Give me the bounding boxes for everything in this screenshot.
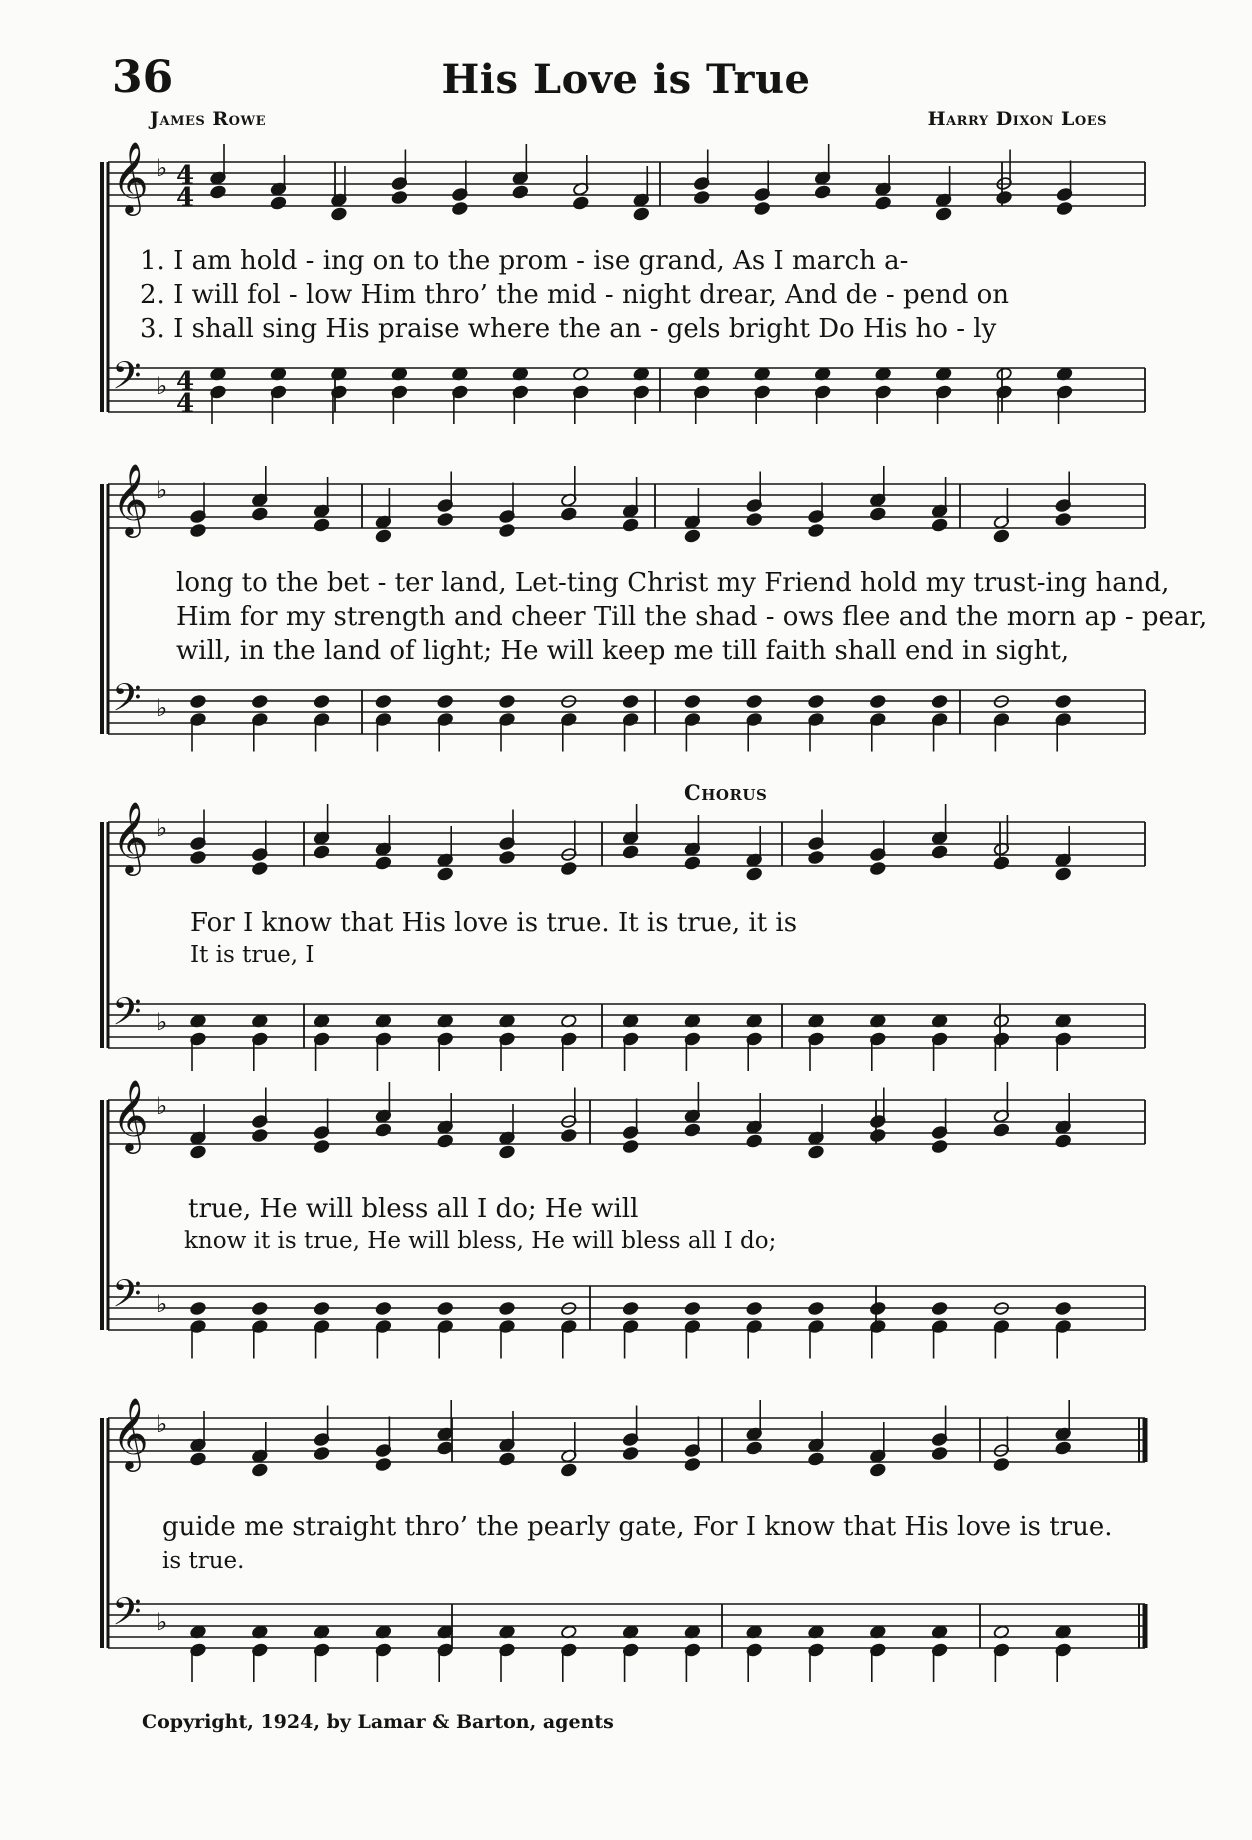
bass-clef-icon: 𝄢 [112, 675, 142, 729]
note-head [251, 861, 268, 876]
flat-icon: ♭ [156, 814, 168, 842]
note-head [499, 850, 516, 865]
note-head [499, 523, 516, 538]
note-head [560, 1128, 577, 1143]
note-head [993, 529, 1010, 544]
time-signature-bottom: 4 [176, 183, 195, 213]
note-head [190, 850, 207, 865]
note-head [684, 856, 701, 871]
note-head [437, 867, 454, 882]
note-head [251, 507, 268, 522]
note-head [375, 1123, 392, 1138]
note-head [313, 1139, 330, 1154]
note-head [313, 518, 330, 533]
flat-icon: ♭ [156, 1008, 168, 1036]
note-head [251, 1463, 268, 1478]
note-head [1055, 1134, 1072, 1149]
treble-clef-icon: 𝄞 [112, 1396, 149, 1469]
time-signature-top: 4 [176, 367, 195, 397]
note-head [452, 201, 469, 216]
note-head [1056, 201, 1073, 216]
bass-clef-icon: 𝄢 [112, 989, 142, 1043]
note-head [270, 196, 287, 211]
note-head [437, 694, 454, 709]
note-head [437, 1301, 454, 1316]
note-head [808, 523, 825, 538]
lyric-line: For I know that His love is true. It is true, it is [190, 908, 798, 938]
note-head [754, 201, 771, 216]
note-head [931, 694, 948, 709]
note-head [622, 1301, 639, 1316]
note-head [190, 1301, 207, 1316]
note-head [1055, 1301, 1072, 1316]
note-head [313, 1446, 330, 1461]
note-head [622, 845, 639, 860]
flat-icon: ♭ [156, 1290, 168, 1318]
note-head [993, 1457, 1010, 1472]
note-head [512, 185, 529, 200]
note-head [931, 1301, 948, 1316]
treble-clef-icon: 𝄞 [112, 1078, 149, 1151]
lyric-line: 1. I am hold - ing on to the prom - ise grand, As I march a- [140, 246, 909, 276]
bass-clef-icon: 𝄢 [112, 1271, 142, 1325]
note-head [746, 1301, 763, 1316]
note-head [935, 207, 952, 222]
note-head [808, 850, 825, 865]
note-head [375, 1457, 392, 1472]
bass-clef-icon: 𝄢 [112, 1589, 142, 1643]
note-head [931, 845, 948, 860]
note-head [1055, 867, 1072, 882]
time-signature-top: 4 [176, 161, 195, 191]
page-number: 36 [112, 52, 174, 103]
note-head [437, 512, 454, 527]
composer-credit: Harry Dixon Loes [927, 108, 1107, 130]
note-head [437, 1134, 454, 1149]
note-head [499, 1301, 516, 1316]
lyric-line: know it is true, He will bless, He will bless all I do; [184, 1228, 777, 1254]
note-head [869, 861, 886, 876]
note-head [684, 529, 701, 544]
note-head [499, 694, 516, 709]
note-head [622, 1139, 639, 1154]
flat-icon: ♭ [156, 154, 168, 182]
note-head [931, 518, 948, 533]
note-head [869, 1463, 886, 1478]
note-head [875, 196, 892, 211]
note-head [190, 694, 207, 709]
lyric-line: 2. I will fol - low Him thro’ the mid - night drear, And de - pend on [140, 280, 1010, 310]
hymn-title: His Love is True [441, 56, 811, 103]
note-head [869, 507, 886, 522]
note-head [746, 867, 763, 882]
lyricist-credit: James Rowe [150, 108, 267, 130]
note-head [693, 190, 710, 205]
note-head [437, 1441, 454, 1456]
note-head [375, 694, 392, 709]
note-head [622, 518, 639, 533]
note-head [808, 1452, 825, 1467]
treble-clef-icon: 𝄞 [112, 800, 149, 873]
note-head [746, 512, 763, 527]
note-head [746, 1134, 763, 1149]
copyright-notice: Copyright, 1924, by Lamar & Barton, agents [142, 1711, 614, 1733]
note-head [869, 694, 886, 709]
note-head [375, 1301, 392, 1316]
treble-clef-icon: 𝄞 [112, 462, 149, 535]
lyric-line: true, He will bless all I do; He will [188, 1194, 639, 1224]
note-head [808, 694, 825, 709]
note-head [499, 1452, 516, 1467]
lyric-line: Him for my strength and cheer Till the shad - ows flee and the morn ap - pear, [176, 602, 1208, 632]
flat-icon: ♭ [156, 694, 168, 722]
flat-icon: ♭ [156, 476, 168, 504]
note-head [190, 1145, 207, 1160]
note-head [251, 1128, 268, 1143]
note-head [190, 523, 207, 538]
note-head [869, 1301, 886, 1316]
note-head [1055, 512, 1072, 527]
note-head [391, 190, 408, 205]
note-head [684, 1301, 701, 1316]
lyric-line: is true. [162, 1548, 245, 1574]
note-head [746, 694, 763, 709]
note-head [1055, 694, 1072, 709]
bass-clef-icon: 𝄢 [112, 353, 142, 407]
note-head [814, 185, 831, 200]
note-head [572, 196, 589, 211]
note-head [996, 190, 1013, 205]
flat-icon: ♭ [156, 372, 168, 400]
note-head [684, 1123, 701, 1138]
note-head [684, 694, 701, 709]
note-head [313, 1301, 330, 1316]
lyric-line: guide me straight thro’ the pearly gate, For I know that His love is true. [162, 1512, 1113, 1542]
note-head [313, 694, 330, 709]
note-head [993, 856, 1010, 871]
lyric-line: 3. I shall sing His praise where the an - gels bright Do His ho - ly [140, 314, 997, 344]
flat-icon: ♭ [156, 1092, 168, 1120]
note-head [746, 1441, 763, 1456]
lyric-line: will, in the land of light; He will keep me till faith shall end in sight, [176, 636, 1070, 666]
note-head [993, 1123, 1010, 1138]
note-head [808, 1301, 825, 1316]
note-head [808, 1145, 825, 1160]
note-head [931, 1139, 948, 1154]
note-head [633, 207, 650, 222]
note-head [375, 856, 392, 871]
note-head [684, 1457, 701, 1472]
note-head [313, 845, 330, 860]
flat-icon: ♭ [156, 1410, 168, 1438]
note-head [560, 1463, 577, 1478]
note-head [869, 1128, 886, 1143]
flat-icon: ♭ [156, 1608, 168, 1636]
note-head [251, 694, 268, 709]
note-head [331, 207, 348, 222]
lyric-line: long to the bet - ter land, Let-ting Christ my Friend hold my trust-ing hand, [176, 568, 1170, 598]
note-head [251, 1301, 268, 1316]
note-head [1055, 1441, 1072, 1456]
lyric-line: It is true, I [190, 942, 315, 968]
note-head [931, 1446, 948, 1461]
note-head [622, 1446, 639, 1461]
note-head [375, 529, 392, 544]
chorus-label: Chorus [684, 780, 768, 805]
note-head [560, 507, 577, 522]
note-head [622, 694, 639, 709]
note-head [499, 1145, 516, 1160]
time-signature-bottom: 4 [176, 389, 195, 419]
note-head [190, 1452, 207, 1467]
note-head [210, 185, 227, 200]
note-head [560, 861, 577, 876]
treble-clef-icon: 𝄞 [112, 140, 149, 213]
